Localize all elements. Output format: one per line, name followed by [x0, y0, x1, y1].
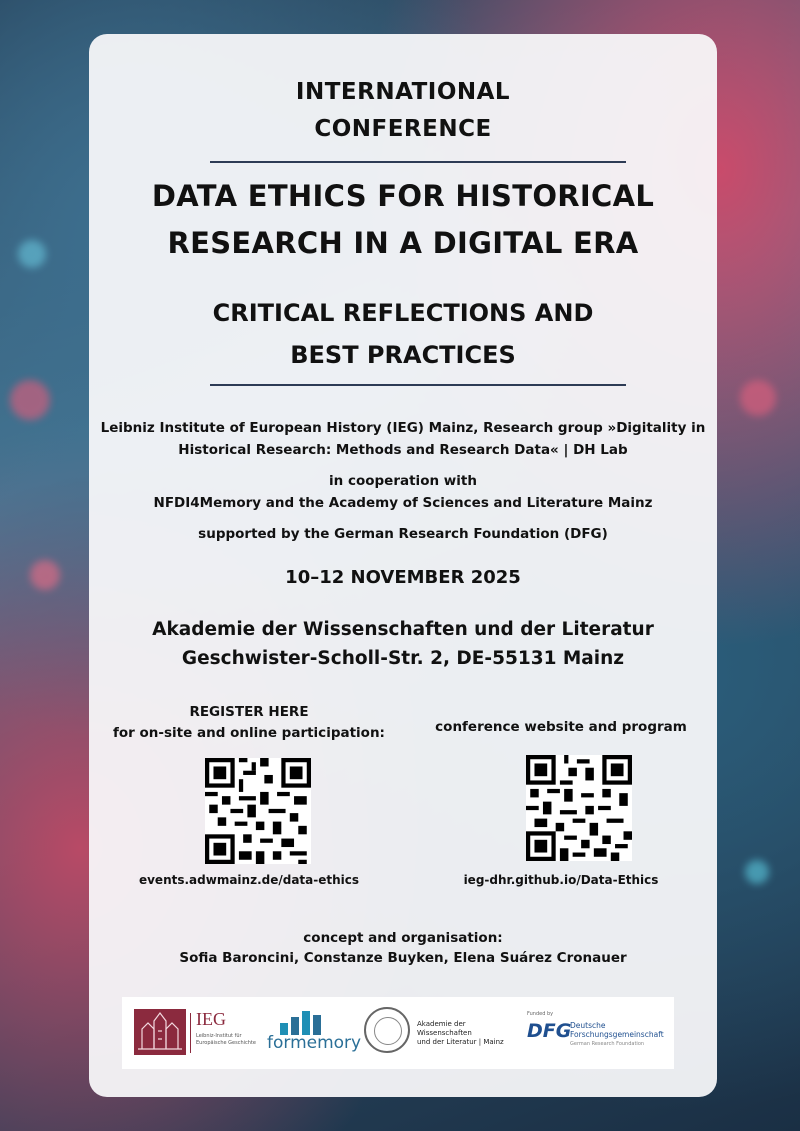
- background-bokeh: [30, 560, 60, 590]
- adw-line2: und der Literatur | Mainz: [417, 1038, 504, 1046]
- conference-type-line2: CONFERENCE: [314, 116, 492, 142]
- dfg-line2: Forschungsgemeinschaft: [570, 1030, 664, 1039]
- ieg-divider: [190, 1013, 191, 1053]
- dfg-logo-mark: DFG: [527, 1020, 572, 1042]
- dfg-logo-text: [570, 1021, 680, 1039]
- partners-line: NFDI4Memory and the Academy of Sciences and Literature Mainz: [153, 495, 653, 511]
- conference-type-line1: INTERNATIONAL: [295, 79, 511, 105]
- title-line2: RESEARCH IN A DIGITAL ERA: [167, 226, 639, 260]
- ieg-logo-subtitle: Leibniz-Institut für Europäische Geschichte: [196, 1033, 256, 1046]
- organizer-line2: Historical Research: Methods and Research Data« | DH Lab: [178, 442, 628, 458]
- dfg-logo-subtitle: German Research Foundation: [570, 1041, 645, 1047]
- background-bokeh: [740, 380, 776, 416]
- nfdi-bars-icon: [278, 1009, 326, 1035]
- subtitle-line1: CRITICAL REFLECTIONS AND: [212, 299, 594, 327]
- background-bokeh: [745, 860, 769, 884]
- partner-logos: [122, 997, 674, 1069]
- conference-date: 10–12 NOVEMBER 2025: [285, 567, 521, 588]
- poster-card: [89, 34, 717, 1097]
- background-bokeh: [10, 380, 50, 420]
- venue-name: Akademie der Wissenschaften und der Literatur: [152, 619, 654, 640]
- register-block: [99, 702, 399, 744]
- dfg-funded-label: Funded by: [527, 1011, 554, 1017]
- website-url[interactable]: ieg-dhr.github.io/Data-Ethics: [463, 873, 659, 887]
- divider-top: [210, 161, 626, 163]
- support-line: supported by the German Research Foundation (DFG): [198, 526, 608, 542]
- credits-names: Sofia Baroncini, Constanze Buyken, Elena Suárez Cronauer: [179, 950, 627, 966]
- subtitle-line2: BEST PRACTICES: [290, 341, 516, 369]
- venue-address: Geschwister-Scholl-Str. 2, DE-55131 Mainz: [181, 648, 625, 669]
- register-qr-code[interactable]: [205, 758, 311, 864]
- register-url[interactable]: events.adwmainz.de/data-ethics: [138, 873, 360, 887]
- adw-seal-icon: [364, 1007, 410, 1053]
- adw-line1: Akademie der Wissenschaften: [417, 1020, 472, 1037]
- divider-bottom: [210, 384, 626, 386]
- organizer-line1: Leibniz Institute of European History (IEG) Mainz, Research group »Digitality in: [100, 420, 706, 436]
- website-qr-code[interactable]: [526, 755, 632, 861]
- nfdi-logo-text: formemory: [267, 1033, 362, 1053]
- background-bokeh: [18, 240, 46, 268]
- cooperation-label: in cooperation with: [329, 473, 477, 489]
- website-label: conference website and program: [435, 719, 687, 735]
- register-sublabel: for on-site and online participation:: [113, 725, 385, 741]
- register-label: REGISTER HERE: [189, 704, 309, 720]
- ieg-crest-icon: [134, 1009, 186, 1055]
- title-line1: DATA ETHICS FOR HISTORICAL: [151, 179, 655, 213]
- website-block: [411, 717, 711, 738]
- credits-label: concept and organisation:: [303, 930, 503, 946]
- dfg-line1: Deutsche: [570, 1021, 606, 1030]
- adw-logo-text: [417, 1020, 517, 1047]
- ieg-logo-text: IEG: [196, 1009, 226, 1029]
